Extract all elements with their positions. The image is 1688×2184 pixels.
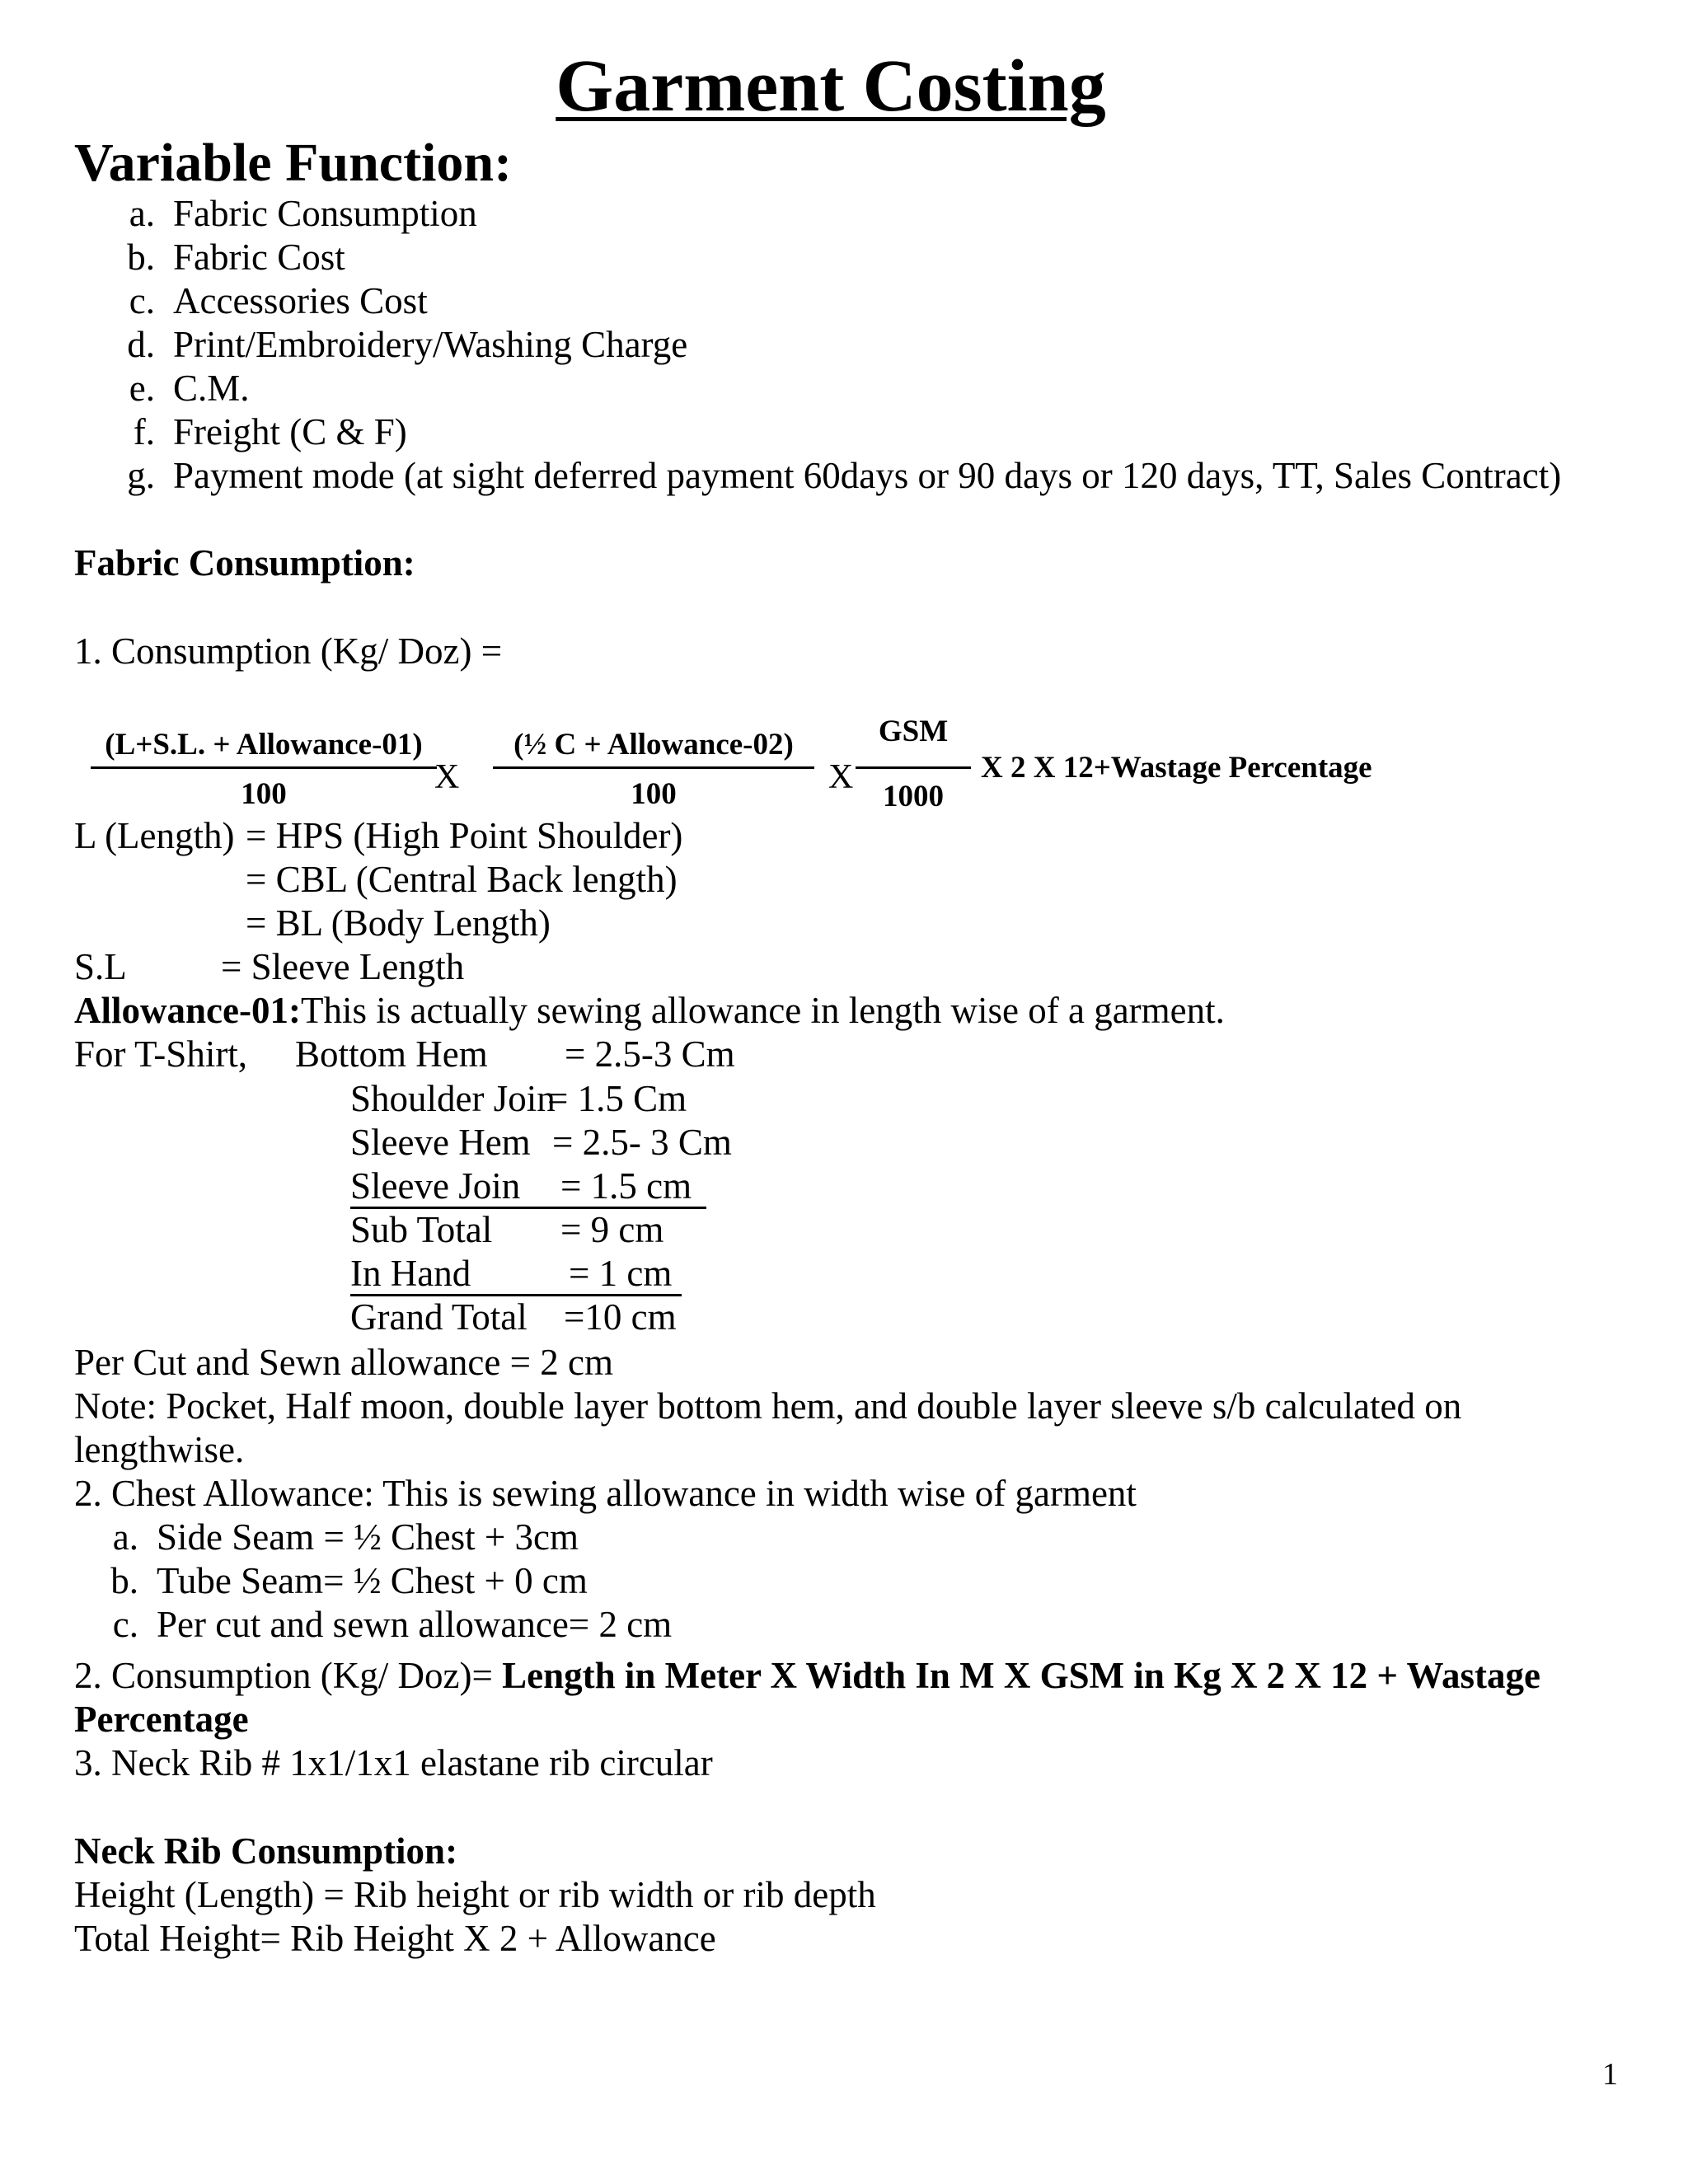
title-text: Garment Costing <box>556 45 1106 127</box>
allowance-01-line <box>74 988 1225 1033</box>
formula-denominator-2: 100 <box>631 777 677 811</box>
consumption-2-formula-cont: Percentage <box>74 1699 249 1740</box>
sleeve-length-label: S.L <box>74 946 127 987</box>
list-letter: a. <box>112 1516 138 1558</box>
table-row-value: =10 cm <box>564 1296 677 1338</box>
formula-numerator-2: (½ C + Allowance-02) <box>513 728 794 762</box>
list-item <box>91 1515 579 1559</box>
length-label: L (Length) <box>74 815 235 856</box>
fraction-bar-2 <box>493 766 814 769</box>
list-item <box>107 453 1561 498</box>
list-item <box>107 366 250 410</box>
formula-denominator-3: 1000 <box>883 780 944 813</box>
table-row-label: Shoulder Join <box>350 1078 556 1119</box>
list-item <box>91 1602 672 1647</box>
consumption-2-line <box>74 1653 1540 1698</box>
fraction-bar-3 <box>856 766 971 769</box>
list-text: Fabric Consumption <box>173 193 477 234</box>
multiply-sign-2: X <box>828 758 854 796</box>
list-letter: a. <box>129 193 155 234</box>
page-number: 1 <box>1602 2057 1618 2092</box>
list-item <box>91 1558 588 1603</box>
table-row-underlined <box>350 1164 706 1209</box>
page-title <box>0 41 1662 132</box>
table-row-value: = 1 cm <box>569 1253 673 1294</box>
table-row-value: = 9 cm <box>560 1209 664 1250</box>
note-line-2: lengthwise. <box>74 1429 245 1470</box>
list-text: Fabric Cost <box>173 237 345 278</box>
fraction-bar-1 <box>91 766 437 769</box>
list-letter: c. <box>112 1604 138 1645</box>
list-letter: d. <box>127 324 155 365</box>
list-item <box>107 279 428 323</box>
list-item <box>107 235 345 279</box>
total-height-definition: Total Height= Rib Height X 2 + Allowance <box>74 1918 716 1959</box>
sleeve-length-definition: = Sleeve Length <box>221 946 465 987</box>
consumption-1-label: 1. Consumption (Kg/ Doz) = <box>74 630 503 672</box>
multiply-sign-1: X <box>434 758 460 796</box>
list-letter: e. <box>129 368 155 409</box>
table-row-label: Bottom Hem <box>295 1033 488 1075</box>
list-letter: c. <box>129 280 155 321</box>
formula-numerator-1: (L+S.L. + Allowance-01) <box>105 728 423 762</box>
table-row-label: In Hand <box>350 1253 471 1294</box>
height-definition: Height (Length) = Rib height or rib width or rib depth <box>74 1874 876 1915</box>
list-text: Tube Seam= ½ Chest + 0 cm <box>157 1560 588 1601</box>
formula-numerator-3: GSM <box>878 715 949 748</box>
neck-rib-consumption-heading: Neck Rib Consumption: <box>74 1830 458 1872</box>
list-letter: b. <box>127 237 155 278</box>
table-row-value: = 2.5-3 Cm <box>565 1033 735 1075</box>
table-row-value: = 1.5 cm <box>560 1165 692 1207</box>
list-letter: g. <box>127 455 155 496</box>
chest-allowance-heading: 2. Chest Allowance: This is sewing allowance in width wise of garment <box>74 1473 1137 1514</box>
list-text: C.M. <box>173 368 250 409</box>
table-row-label: Sleeve Join <box>350 1165 521 1207</box>
list-text: Accessories Cost <box>173 280 428 321</box>
table-row-underlined <box>350 1251 682 1296</box>
tshirt-prefix: For T-Shirt, <box>74 1033 248 1075</box>
list-letter: f. <box>133 411 155 452</box>
formula-tail: X 2 X 12+Wastage Percentage <box>981 751 1372 785</box>
table-row-label: Sleeve Hem <box>350 1122 531 1163</box>
list-text: Print/Embroidery/Washing Charge <box>173 324 688 365</box>
per-cut-sewn-allowance: Per Cut and Sewn allowance = 2 cm <box>74 1342 613 1383</box>
consumption-2-prefix: 2. Consumption (Kg/ Doz)= <box>74 1655 493 1696</box>
consumption-2-formula: Length in Meter X Width In M X GSM in Kg X 2 X 12 + Wastage <box>502 1655 1540 1696</box>
list-item <box>107 410 407 454</box>
list-item <box>107 322 687 367</box>
length-definition-hps: = HPS (High Point Shoulder) <box>246 815 683 856</box>
formula-denominator-1: 100 <box>241 777 287 811</box>
list-letter: b. <box>110 1560 138 1601</box>
table-row-label: Sub Total <box>350 1209 493 1250</box>
list-text: Payment mode (at sight deferred payment 60days or 90 days or 120 days, TT, Sales Contract) <box>173 455 1562 496</box>
variable-function-heading: Variable Function: <box>74 133 513 193</box>
list-item <box>107 191 477 236</box>
list-text: Per cut and sewn allowance= 2 cm <box>157 1604 673 1645</box>
allowance-01-text: This is actually sewing allowance in length wise of a garment. <box>300 990 1225 1031</box>
list-text: Freight (C & F) <box>173 411 407 452</box>
note-line-1: Note: Pocket, Half moon, double layer bottom hem, and double layer sleeve s/b calculated on <box>74 1385 1462 1427</box>
table-row-label: Grand Total <box>350 1296 528 1338</box>
neck-rib-line: 3. Neck Rib # 1x1/1x1 elastane rib circular <box>74 1742 713 1783</box>
length-definition-cbl: = CBL (Central Back length) <box>246 859 678 900</box>
table-row-value: = 2.5- 3 Cm <box>552 1122 732 1163</box>
list-text: Side Seam = ½ Chest + 3cm <box>157 1516 579 1558</box>
length-definition-bl: = BL (Body Length) <box>246 902 551 944</box>
allowance-01-label: Allowance-01: <box>74 990 301 1031</box>
table-row-value: = 1.5 Cm <box>547 1078 687 1119</box>
fabric-consumption-heading: Fabric Consumption: <box>74 542 415 583</box>
